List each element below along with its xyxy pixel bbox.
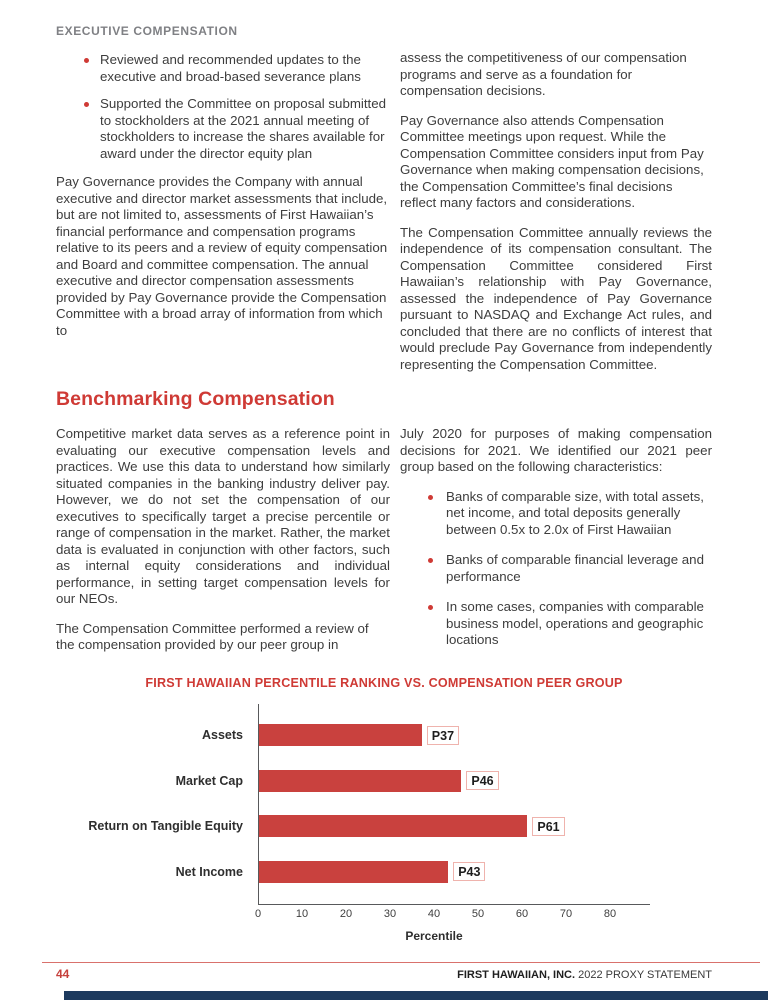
value-badge: P61 bbox=[532, 817, 564, 836]
bullet-text: Banks of comparable size, with total assets, net income, and total deposits generally between 0.5x to 2.0x of First Hawaiian bbox=[446, 488, 704, 537]
page-title: Benchmarking Compensation bbox=[56, 388, 335, 410]
list-item bbox=[428, 489, 712, 539]
list-item bbox=[428, 599, 712, 649]
intro-bullet-list bbox=[84, 52, 390, 162]
page-number: 44 bbox=[56, 967, 70, 981]
bar-market-cap bbox=[259, 770, 461, 792]
bullet-icon bbox=[84, 58, 89, 63]
intro-left-column bbox=[56, 50, 390, 373]
list-item bbox=[84, 96, 390, 162]
x-axis-tick: 80 bbox=[603, 907, 617, 920]
chart-row bbox=[202, 713, 650, 759]
bullet-icon bbox=[428, 495, 433, 500]
x-axis-tick: 0 bbox=[254, 907, 262, 920]
list-item bbox=[84, 52, 390, 85]
category-label: Return on Tangible Equity bbox=[88, 819, 243, 834]
chart-title: FIRST HAWAIIAN PERCENTILE RANKING VS. COMPENSATION PEER GROUP bbox=[145, 675, 623, 690]
x-axis-label: Percentile bbox=[405, 928, 463, 943]
benchmarking-left-column bbox=[56, 426, 390, 663]
value-badge: P37 bbox=[427, 726, 459, 745]
bar-net-income bbox=[259, 861, 448, 883]
chart-plot-area bbox=[88, 704, 650, 905]
bullet-icon bbox=[428, 605, 433, 610]
chart-row bbox=[88, 804, 650, 850]
category-label: Net Income bbox=[175, 864, 243, 879]
paragraph: Competitive market data serves as a reference point in evaluating our executive compensation levels and practices. We use this data to understand how similarly situated companies in the banking industry deliver pay. However, we do not set the compensation of our executives to specifically target a precise percentile or range of compensation in the market. Rather, the market data is evaluated in conjunction with other factors, such as internal equity considerations and individual performance, in setting target compensation levels for our NEOs. bbox=[56, 426, 390, 606]
bullet-text: In some cases, companies with comparable business model, operations and geographic locations bbox=[446, 599, 704, 647]
intro-columns bbox=[56, 50, 712, 373]
peer-criteria-list bbox=[428, 489, 712, 649]
paragraph: assess the competitiveness of our compensation programs and serve as a foundation for compensation decisions. bbox=[400, 50, 687, 98]
benchmarking-right-column bbox=[400, 426, 712, 663]
paragraph: The Compensation Committee performed a review of the compensation provided by our peer group in bbox=[56, 620, 369, 652]
x-axis-tick: 10 bbox=[295, 907, 309, 920]
bullet-text: Reviewed and recommended updates to the executive and broad-based severance plans bbox=[100, 52, 361, 84]
bottom-navy-bar bbox=[64, 991, 768, 1000]
bullet-icon bbox=[84, 102, 89, 107]
intro-right-column bbox=[400, 50, 712, 373]
x-axis-tick: 60 bbox=[515, 907, 529, 920]
bullet-text: Supported the Committee on proposal submitted to stockholders at the 2021 annual meeting of stockholders to increase the shares available for award under the director equity plan bbox=[100, 96, 387, 161]
x-axis-tick: 40 bbox=[427, 907, 441, 920]
x-axis-tick: 20 bbox=[339, 907, 353, 920]
footer-text bbox=[457, 969, 712, 981]
x-axis-tick: 50 bbox=[471, 907, 485, 920]
company-name: FIRST HAWAIIAN, INC. bbox=[457, 969, 576, 981]
document-name: 2022 PROXY STATEMENT bbox=[578, 969, 712, 981]
benchmarking-columns bbox=[56, 426, 712, 663]
page-footer bbox=[56, 967, 712, 981]
footer-divider bbox=[42, 962, 760, 963]
chart-row bbox=[175, 758, 650, 804]
paragraph: Pay Governance provides the Company with annual executive and director market assessments that include, but are not limited to, assessments of First Hawaiian’s financial performance and compensation programs relative to its peers and a review of equity compensation and Board and committee compensation. The annual executive and director compensation assessments provided by Pay Governance provide the Compensation Committee with a broad array of information from which to bbox=[56, 174, 388, 338]
value-badge: P43 bbox=[453, 862, 485, 881]
x-axis-ticks bbox=[254, 907, 650, 923]
bar-assets bbox=[259, 724, 422, 746]
bullet-text: Banks of comparable financial leverage and performance bbox=[446, 552, 704, 584]
paragraph: Pay Governance also attends Compensation Committee meetings upon request. While the Compensation Committee considers input from Pay Governance when making compensation decisions, the Compensation Committee’s final decisions reflect many factors and considerations. bbox=[400, 112, 704, 210]
category-label: Market Cap bbox=[175, 773, 243, 788]
paragraph: The Compensation Committee annually reviews the independence of its compensation consultant. The Compensation Committee considered First Hawaiian’s relationship with Pay Governance, assessed the independence of Pay Governance pursuant to NASDAQ and Exchange Act rules, and concluded that there are no conflicts of interest that would preclude Pay Governance from independently representing the Compensation Committee. bbox=[400, 224, 712, 372]
paragraph: July 2020 for purposes of making compensation decisions for 2021. We identified our 2021 peer group based on the following characteristics: bbox=[400, 426, 712, 474]
value-badge: P46 bbox=[466, 771, 498, 790]
list-item bbox=[428, 552, 712, 585]
bullet-icon bbox=[428, 558, 433, 563]
category-label: Assets bbox=[202, 728, 243, 743]
section-eyebrow: EXECUTIVE COMPENSATION bbox=[56, 24, 238, 38]
x-axis-tick: 30 bbox=[383, 907, 397, 920]
percentile-ranking-chart bbox=[56, 676, 712, 943]
bar-return-on-tangible-equity bbox=[259, 815, 527, 837]
x-axis-tick: 70 bbox=[559, 907, 573, 920]
chart-row bbox=[175, 849, 650, 895]
